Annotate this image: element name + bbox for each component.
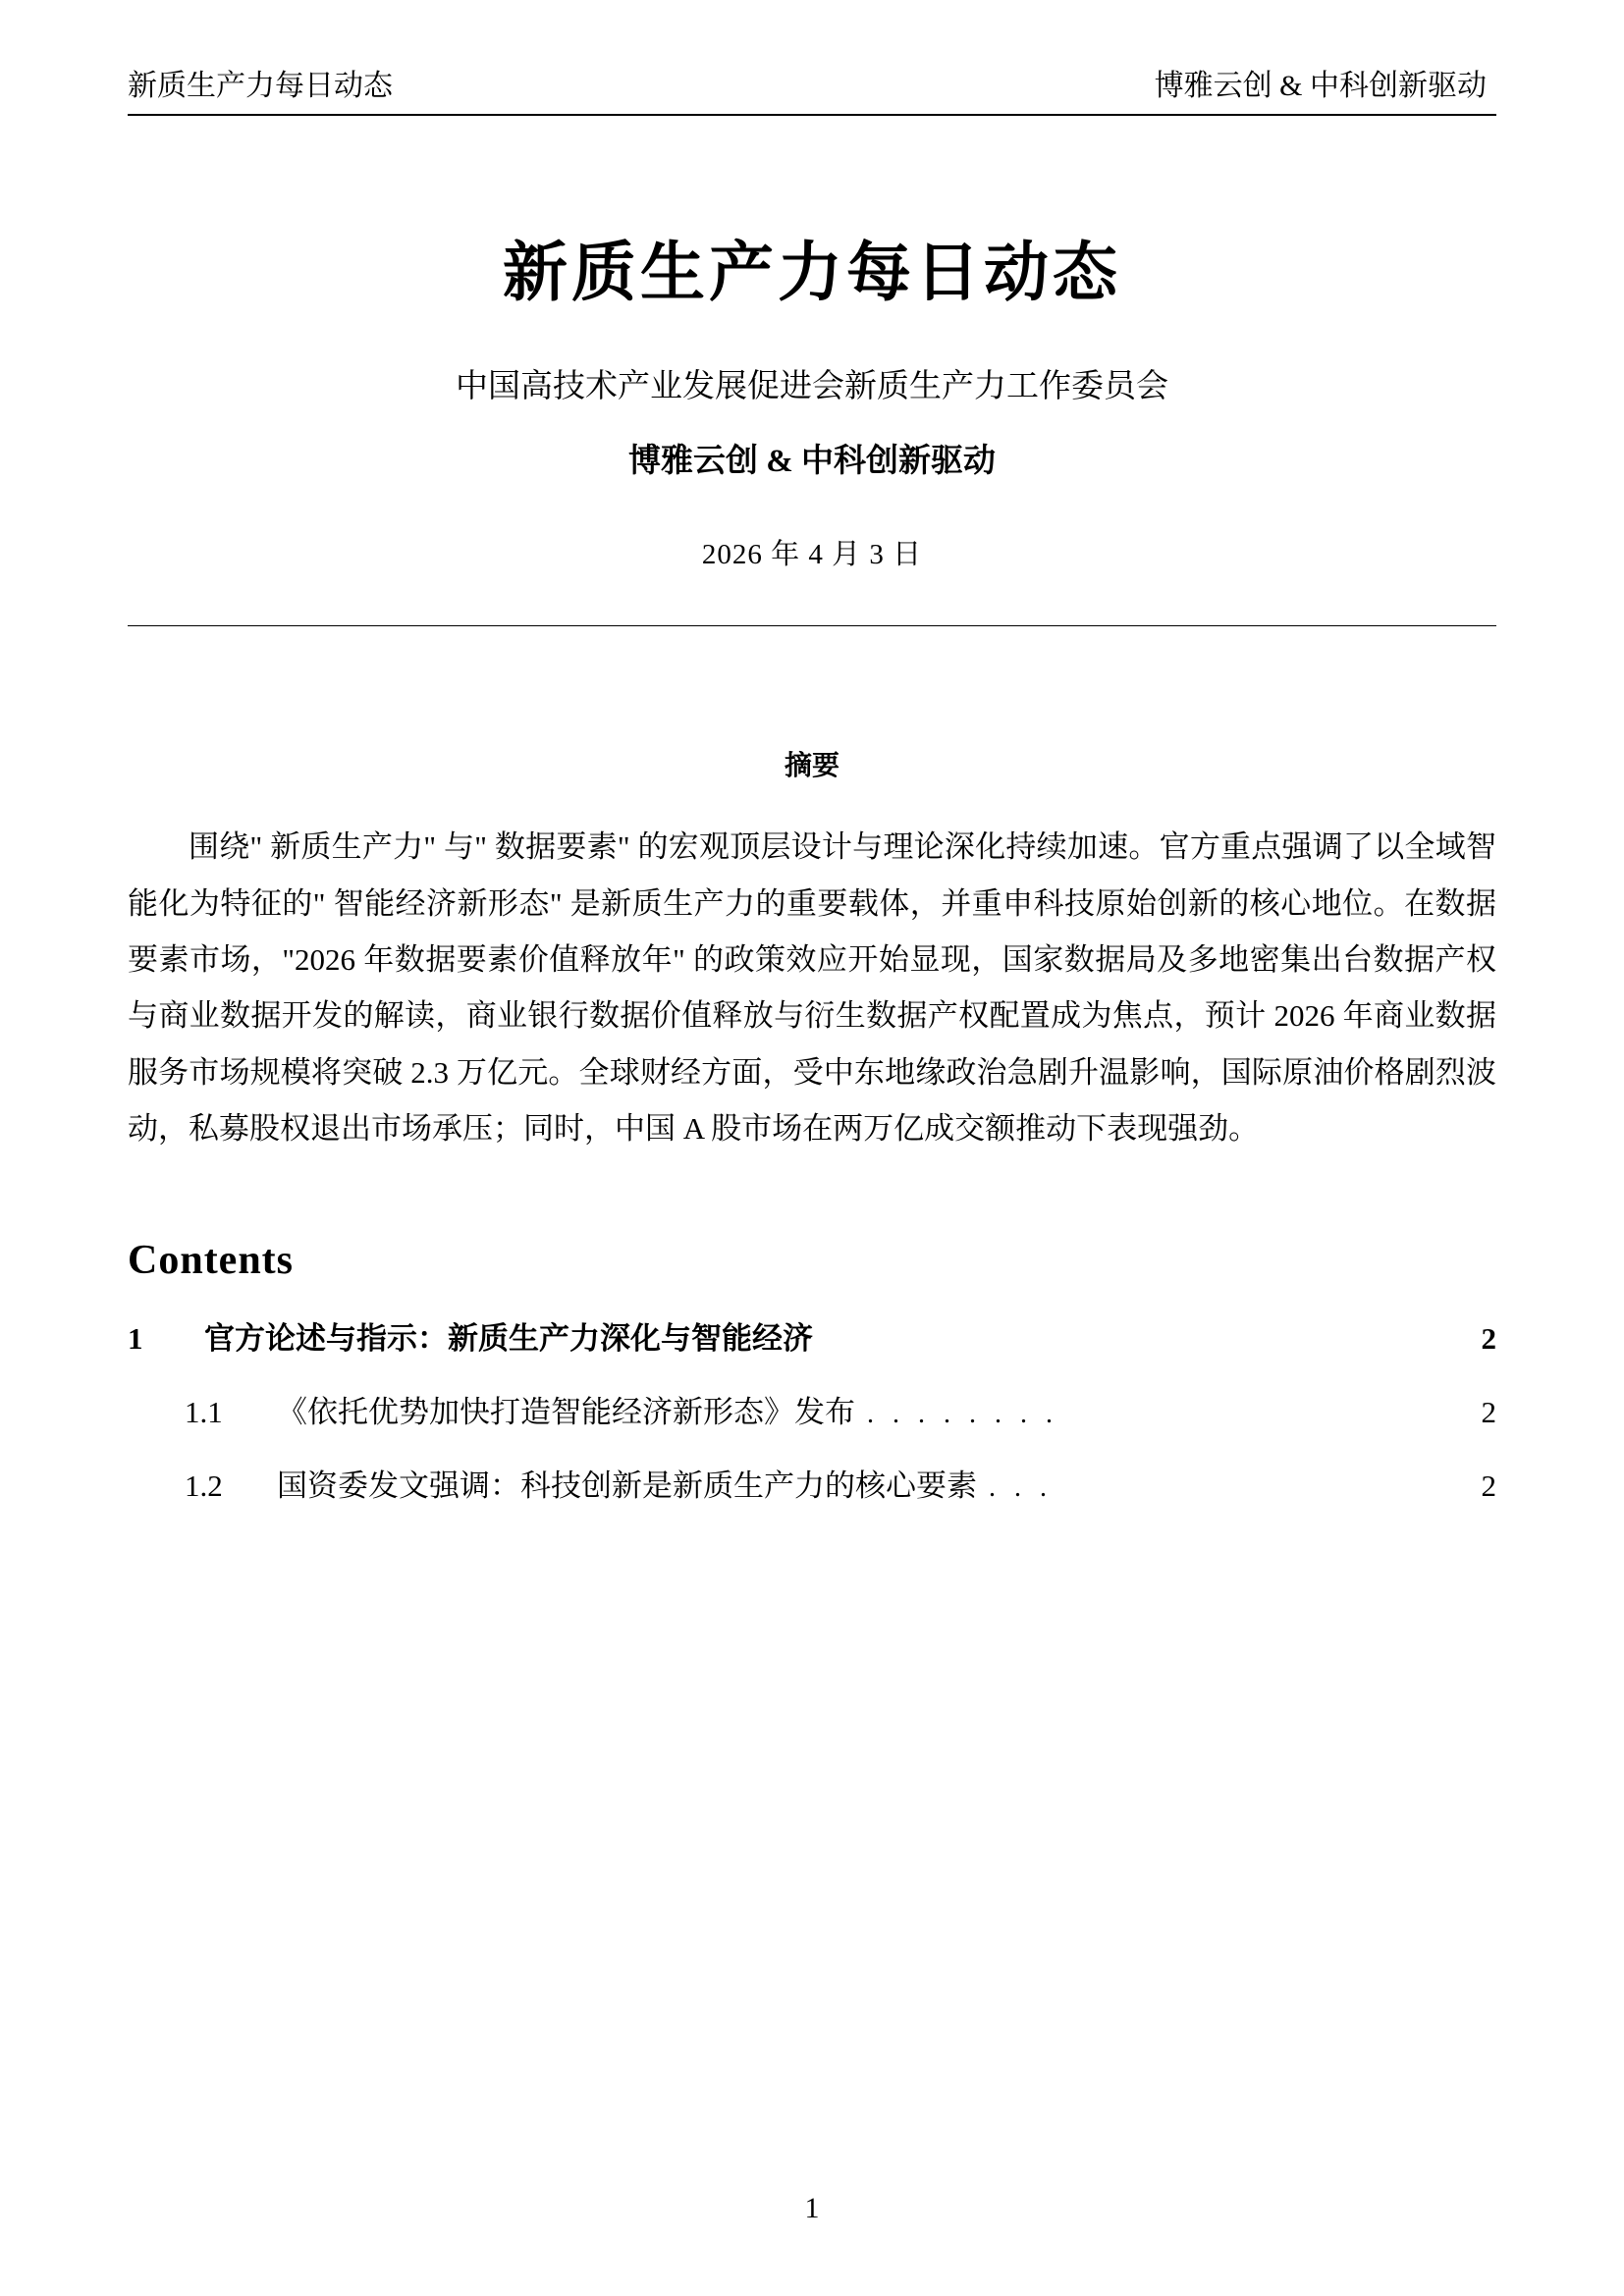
toc-entry-title: 国资委发文强调：科技创新是新质生产力的核心要素	[277, 1468, 977, 1504]
contents-heading: Contents	[128, 1238, 295, 1284]
table-of-contents	[128, 1313, 1496, 1505]
toc-leader-dots: . . . . . . . .	[867, 1399, 1058, 1430]
running-head-left: 新质生产力每日动态	[128, 70, 393, 102]
subtitle-line: 博雅云创 & 中科创新驱动	[628, 444, 996, 480]
toc-entry-1-1[interactable]	[128, 1387, 1496, 1431]
toc-entry-page: 2	[1481, 1321, 1496, 1357]
organization-line: 中国高技术产业发展促进会新质生产力工作委员会	[456, 368, 1168, 404]
toc-entry-page: 2	[1481, 1395, 1496, 1430]
toc-entry-page: 2	[1481, 1468, 1496, 1504]
toc-entry-title: 官方论述与指示：新质生产力深化与智能经济	[204, 1321, 813, 1357]
title-divider	[128, 625, 1496, 626]
running-head	[128, 69, 1496, 116]
toc-entry-title: 《依托优势加快打造智能经济新形态》发布	[277, 1395, 855, 1430]
toc-leader-dots: . . .	[989, 1472, 1053, 1504]
page-title: 新质生产力每日动态	[503, 238, 1121, 309]
toc-entry-number: 1	[128, 1321, 143, 1357]
toc-entry-number: 1.1	[185, 1395, 223, 1430]
running-head-right: 博雅云创 & 中科创新驱动	[1154, 70, 1487, 102]
publication-date: 2026 年 4 月 3 日	[701, 539, 923, 571]
abstract-text: 围绕" 新质生产力" 与" 数据要素" 的宏观顶层设计与理论深化持续加速。官方重点强调了以全域智能化为特征的" 智能经济新形态" 是新质生产力的重要载体，并重申科技原始创新的核心地位。在数据要素市场，"2026 年数据要素价值释放年" 的政策效应开始显现，国家数据局及多地密集出台数据产权与商业数据开发的解读，商业银行数据价值释放与衍生数据产权配置成为焦点，预计 2026 年商业数据服务市场规模将突破 2.3 万亿元。全球财经方面，受中东地缘政治急剧升温影响，国际原油价格剧烈波动，私募股权退出市场承压；同时，中国 A 股市场在两万亿成交额推动下表现强劲。	[128, 829, 1496, 1146]
page-number: 1	[804, 2192, 820, 2224]
toc-entry-number: 1.2	[185, 1468, 223, 1504]
title-block	[128, 234, 1496, 572]
toc-entry-1[interactable]	[128, 1313, 1496, 1358]
toc-entry-1-2[interactable]	[128, 1461, 1496, 1505]
abstract-heading: 摘要	[784, 751, 839, 782]
